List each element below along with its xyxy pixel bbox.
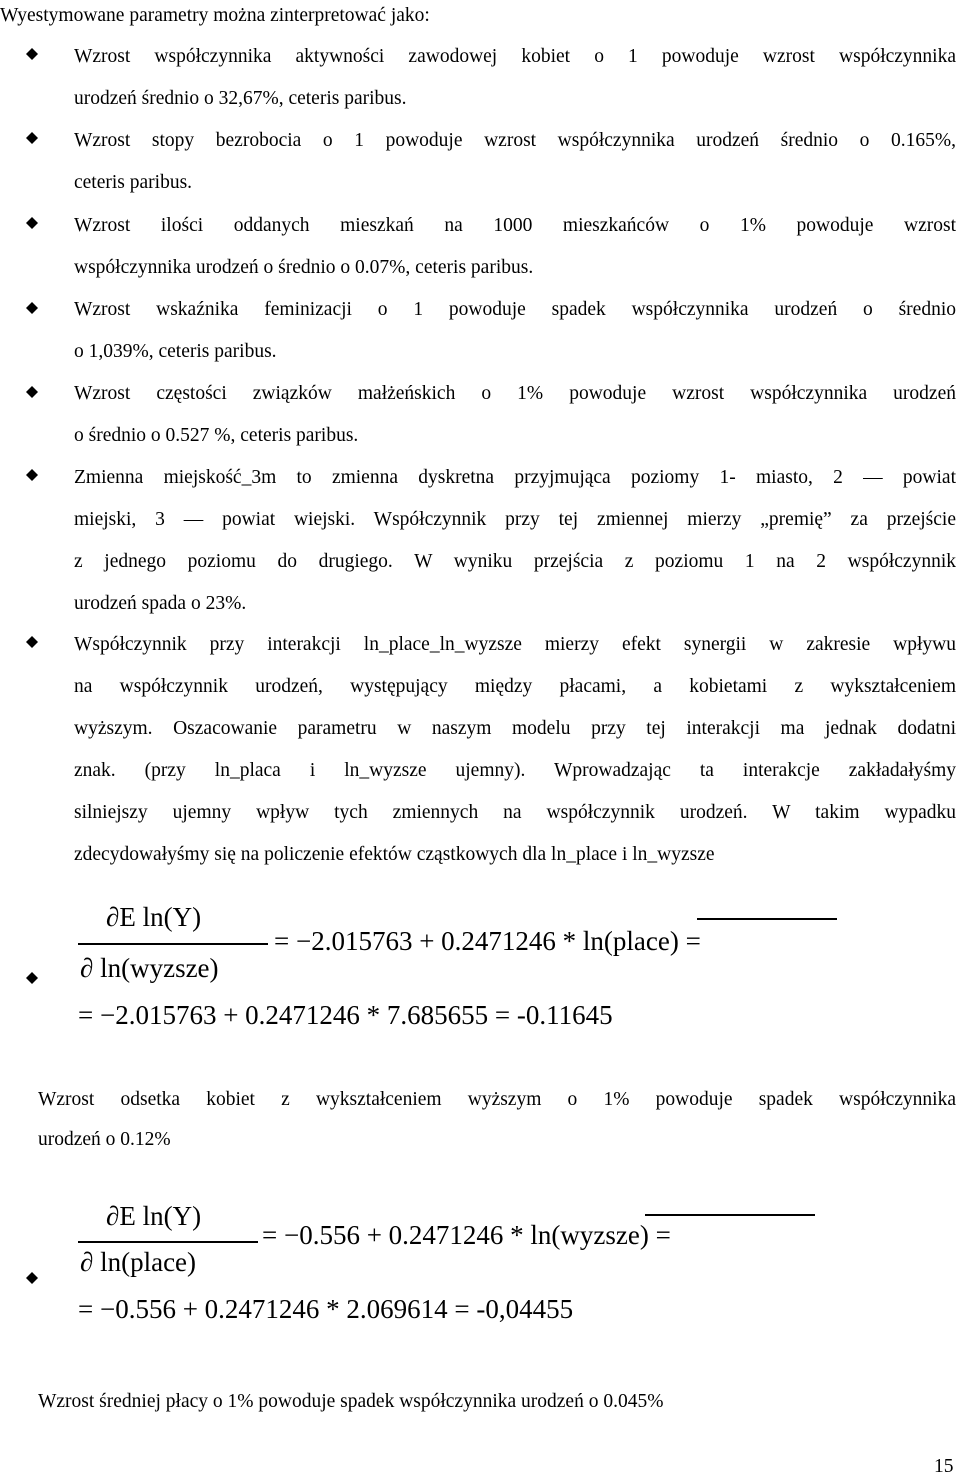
- bullet-3-line-1: Wzrost ilości oddanych mieszkań na 1000 mieszkańców o 1% powoduje wzrost: [74, 215, 956, 236]
- diamond-bullet-icon: [26, 972, 38, 984]
- diamond-bullet-icon: [26, 1272, 38, 1284]
- diamond-bullet-icon: [26, 48, 38, 60]
- eq1-rhs: = −2.015763 + 0.2471246 * ln(place) =: [274, 926, 701, 956]
- bullet-5-line-2: o średnio o 0.527 %, ceteris paribus.: [74, 425, 359, 446]
- diamond-bullet-icon: [26, 469, 38, 481]
- diamond-bullet-icon: [26, 132, 38, 144]
- eq2-rhs: = −0.556 + 0.2471246 * ln(wyzsze) =: [262, 1220, 671, 1250]
- bullet-4-line-1: Wzrost wskaźnika feminizacji o 1 powoduje spadek współczynnika urodzeń o średnio: [74, 299, 956, 320]
- bullet-1-line-1: Wzrost współczynnika aktywności zawodowej kobiet o 1 powoduje wzrost współczynnika: [74, 46, 956, 67]
- eq2-denominator: ∂ ln(place): [80, 1247, 197, 1277]
- eq1-denominator: ∂ ln(wyzsze): [80, 953, 219, 983]
- eq1-numerator: ∂E ln(Y): [106, 902, 202, 932]
- fraction-bar: [78, 1241, 258, 1243]
- bullet-4-line-2: o 1,039%, ceteris paribus.: [74, 341, 277, 362]
- bullet-6-line-1: Zmienna miejskość_3m to zmienna dyskretna przyjmująca poziomy 1- miasto, 2 — powiat: [74, 467, 956, 488]
- bullet-7-line-3: wyższym. Oszacowanie parametru w naszym modelu przy tej interakcji ma jednak dodatni: [74, 718, 956, 739]
- diamond-bullet-icon: [26, 636, 38, 648]
- bullet-5-line-1: Wzrost częstości związków małżeńskich o 1% powoduje wzrost współczynnika urodzeń: [74, 383, 956, 404]
- bullet-2-line-1: Wzrost stopy bezrobocia o 1 powoduje wzrost współczynnika urodzeń średnio o 0.165%,: [74, 130, 956, 151]
- diamond-bullet-icon: [26, 302, 38, 314]
- sqrt-overline: [645, 1214, 815, 1216]
- interpretation-1-line-2: urodzeń o 0.12%: [38, 1129, 171, 1150]
- bullet-7-line-2: na współczynnik urodzeń, występujący między płacami, a kobietami z wykształceniem: [74, 676, 956, 697]
- bullet-7-line-4: znak. (przy ln_placa i ln_wyzsze ujemny). Wprowadzając ta interakcje zakładałyśmy: [74, 760, 956, 781]
- bullet-7-line-5: silniejszy ujemny wpływ tych zmiennych na współczynnik urodzeń. W takim wypadku: [74, 802, 956, 823]
- diamond-bullet-icon: [26, 386, 38, 398]
- bullet-6-line-3: z jednego poziomu do drugiego. W wyniku przejścia z poziomu 1 na 2 współczynnik: [74, 551, 956, 572]
- sqrt-overline: [697, 918, 837, 920]
- bullet-2-line-2: ceteris paribus.: [74, 172, 193, 193]
- eq2-numerator: ∂E ln(Y): [106, 1201, 202, 1231]
- intro-text: Wyestymowane parametry można zinterpretować jako:: [0, 5, 430, 26]
- bullet-7-line-1: Współczynnik przy interakcji ln_place_ln_wyzsze mierzy efekt synergii w zakresie wpływu: [74, 634, 956, 655]
- diamond-bullet-icon: [26, 217, 38, 229]
- bullet-1-line-2: urodzeń średnio o 32,67%, ceteris paribus.: [74, 88, 407, 109]
- bullet-6-line-2: miejski, 3 — powiat wiejski. Współczynnik przy tej zmiennej mierzy „premię” za przejście: [74, 509, 956, 530]
- fraction-bar: [78, 943, 268, 945]
- bullet-7-line-6: zdecydowałyśmy się na policzenie efektów cząstkowych dla ln_place i ln_wyzsze: [74, 844, 715, 865]
- page-number: 15: [934, 1456, 954, 1477]
- interpretation-1-line-1: Wzrost odsetka kobiet z wykształceniem wyższym o 1% powoduje spadek współczynnika: [38, 1089, 956, 1110]
- bullet-6-line-4: urodzeń spada o 23%.: [74, 593, 247, 614]
- eq2-result-row: = −0.556 + 0.2471246 * 2.069614 = -0,04455: [78, 1294, 574, 1324]
- bullet-3-line-2: współczynnika urodzeń o średnio o 0.07%, ceteris paribus.: [74, 257, 534, 278]
- interpretation-2: Wzrost średniej płacy o 1% powoduje spadek współczynnika urodzeń o 0.045%: [38, 1391, 664, 1412]
- eq1-result-row: = −2.015763 + 0.2471246 * 7.685655 = -0.11645: [78, 1000, 613, 1030]
